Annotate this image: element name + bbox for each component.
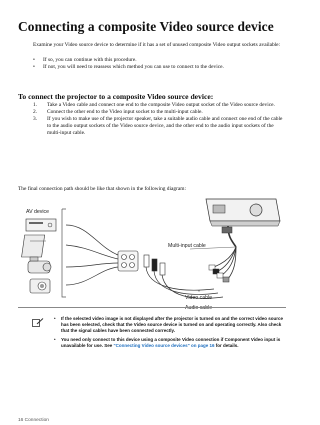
notes-divider — [18, 307, 286, 308]
page-reference-link[interactable]: "Connecting Video source devices" on page 16 — [113, 343, 215, 348]
page-footer: 16 Connection — [18, 418, 49, 423]
bullet-item: • If so, you can continue with this procedure. — [33, 57, 137, 63]
vcr-device-icon — [26, 219, 56, 231]
audio-cable-label: Audio cable — [185, 305, 213, 310]
camcorder-icon — [28, 257, 51, 273]
bullet-item: • If not, you will need to reassess which method you can use to connect to the device. — [33, 64, 224, 70]
multi-input-cable-label: Multi-input cable — [168, 243, 206, 249]
diagram-intro: The final connection path should be like that shown in the following diagram: — [18, 186, 186, 192]
note-item: • If the selected video image is not displayed after the projector is turned on and the correct video source has been selected, check that the Video source device is turned on and operating correctly. Also check that the signal cables have been connected correctly. — [54, 316, 284, 333]
step-item: 1. Take a Video cable and connect one end to the composite Video output socket of the Video source device. — [33, 102, 275, 108]
page-title: Connecting a composite Video source device — [18, 19, 274, 34]
breakout-plugs — [209, 265, 229, 282]
step-list — [33, 102, 285, 137]
av-device-bracket — [62, 209, 66, 297]
connector-jacks — [118, 251, 138, 271]
cable-plug-icon — [222, 227, 232, 233]
connection-diagram — [18, 197, 288, 310]
av-device-label: AV device — [26, 209, 49, 215]
section-subheading: To connect the projector to a composite Video source device: — [18, 92, 214, 101]
projector-icon — [206, 199, 280, 226]
digital-camera-icon — [30, 279, 50, 293]
notes-list — [54, 316, 286, 352]
step-item: 3. If you wish to make use of the projector speaker, take a suitable audio cable and connect one end of the cable to the audio output sockets of the Video source device, and the other end to the audio input sockets of the multi-input cable. — [33, 116, 283, 136]
video-audio-cable-lines — [146, 267, 223, 298]
intro-paragraph: Examine your Video source device to determine if it has a set of unused composite Video output sockets available: — [33, 42, 281, 48]
bullet-list — [33, 57, 285, 71]
note-pencil-icon — [32, 318, 44, 328]
game-console-icon — [22, 235, 46, 257]
note-item: • You need only connect to this device using a composite Video connection if Component Video input is unavailable for use. See "Connecting Video source devices" on page 16 for details. — [54, 337, 281, 348]
video-cable-label: Video cable — [185, 295, 213, 301]
step-item: 2. Connect the other end to the Video input socket to the multi-input cable. — [33, 109, 203, 115]
device-cable-lines — [66, 225, 118, 285]
